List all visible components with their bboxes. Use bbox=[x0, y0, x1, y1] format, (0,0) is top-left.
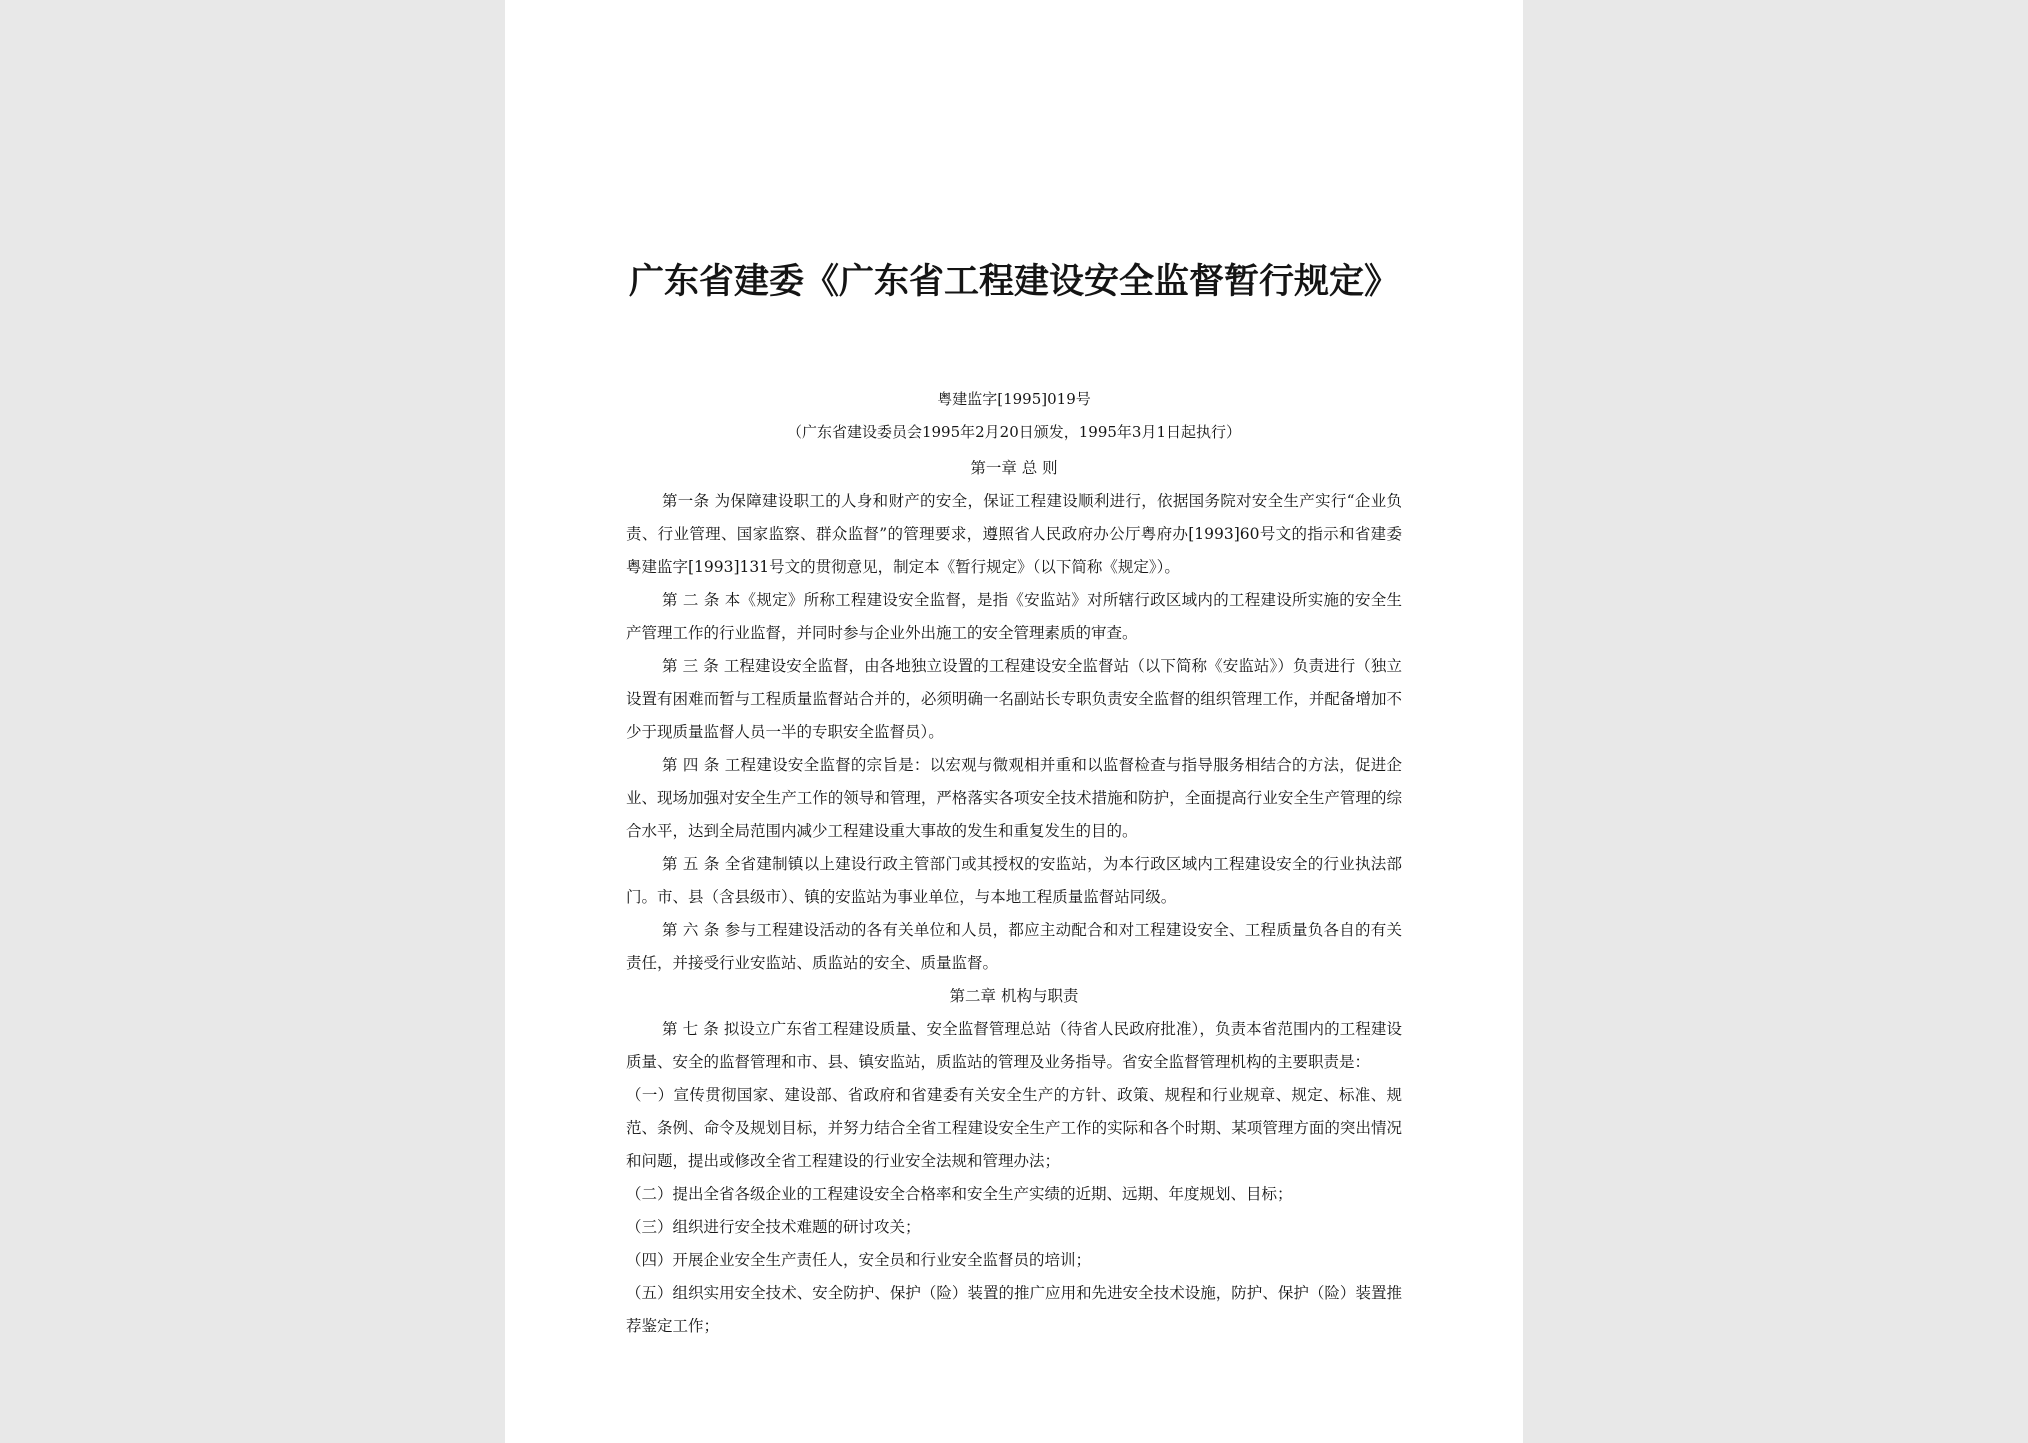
document-page bbox=[505, 0, 1523, 1443]
article-paragraph: 第 六 条 参与工程建设活动的各有关单位和人员，都应主动配合和对工程建设安全、工程质量负各自的有关责任，并接受行业安监站、质监站的安全、质量监督。 bbox=[626, 921, 1402, 972]
document-body bbox=[626, 452, 1402, 1343]
document-number: 粤建监字[1995]019号 bbox=[937, 390, 1091, 408]
article-paragraph: 第 三 条 工程建设安全监督，由各地独立设置的工程建设安全监督站（以下简称《安监站》）负责进行（独立设置有困难而暂与工程质量监督站合并的，必须明确一名副站长专职负责安全监督的组织管理工作，并配备增加不少于现质量监督人员一半的专职安全监督员）。 bbox=[626, 657, 1402, 741]
duty-list-item: （三）组织进行安全技术难题的研讨攻关； bbox=[626, 1218, 921, 1236]
chapter-heading: 第一章 总 则 bbox=[970, 459, 1058, 477]
document-issued-note: （广东省建设委员会1995年2月20日颁发，1995年3月1日起执行） bbox=[786, 423, 1242, 441]
duty-list-item: （四）开展企业安全生产责任人，安全员和行业安全监督员的培训； bbox=[626, 1251, 1092, 1269]
article-paragraph: 第 二 条 本《规定》所称工程建设安全监督，是指《安监站》对所辖行政区域内的工程建设所实施的安全生产管理工作的行业监督，并同时参与企业外出施工的安全管理素质的审查。 bbox=[626, 591, 1402, 642]
article-paragraph: 第一条 为保障建设职工的人身和财产的安全，保证工程建设顺利进行，依据国务院对安全生产实行“企业负责、行业管理、国家监察、群众监督”的管理要求，遵照省人民政府办公厅粤府办[1993]60号文的指示和省建委粤建监字[1993]131号文的贯彻意见，制定本《暂行规定》（以下简称《规定》）。 bbox=[626, 492, 1402, 576]
chapter-heading: 第二章 机构与职责 bbox=[949, 987, 1079, 1005]
duty-list-item: （一）宣传贯彻国家、建设部、省政府和省建委有关安全生产的方针、政策、规程和行业规章、规定、标准、规范、条例、命令及规划目标，并努力结合全省工程建设安全生产工作的实际和各个时期、某项管理方面的突出情况和问题，提出或修改全省工程建设的行业安全法规和管理办法； bbox=[626, 1086, 1402, 1170]
article-paragraph: 第 五 条 全省建制镇以上建设行政主管部门或其授权的安监站，为本行政区域内工程建设安全的行业执法部门。市、县（含县级市）、镇的安监站为事业单位，与本地工程质量监督站同级。 bbox=[626, 855, 1402, 906]
article-paragraph: 第 七 条 拟设立广东省工程建设质量、安全监督管理总站（待省人民政府批准），负责本省范围内的工程建设质量、安全的监督管理和市、县、镇安监站，质监站的管理及业务指导。省安全监督管理机构的主要职责是： bbox=[626, 1020, 1402, 1071]
duty-list-item: （二）提出全省各级企业的工程建设安全合格率和安全生产实绩的近期、远期、年度规划、目标； bbox=[626, 1185, 1293, 1203]
article-paragraph: 第 四 条 工程建设安全监督的宗旨是：以宏观与微观相并重和以监督检查与指导服务相结合的方法，促进企业、现场加强对安全生产工作的领导和管理，严格落实各项安全技术措施和防护，全面提高行业安全生产管理的综合水平，达到全局范围内减少工程建设重大事故的发生和重复发生的目的。 bbox=[626, 756, 1402, 840]
duty-list-item: （五）组织实用安全技术、安全防护、保护（险）装置的推广应用和先进安全技术设施，防护、保护（险）装置推荐鉴定工作； bbox=[626, 1284, 1402, 1335]
document-title: 广东省建委《广东省工程建设安全监督暂行规定》 bbox=[628, 261, 1399, 302]
